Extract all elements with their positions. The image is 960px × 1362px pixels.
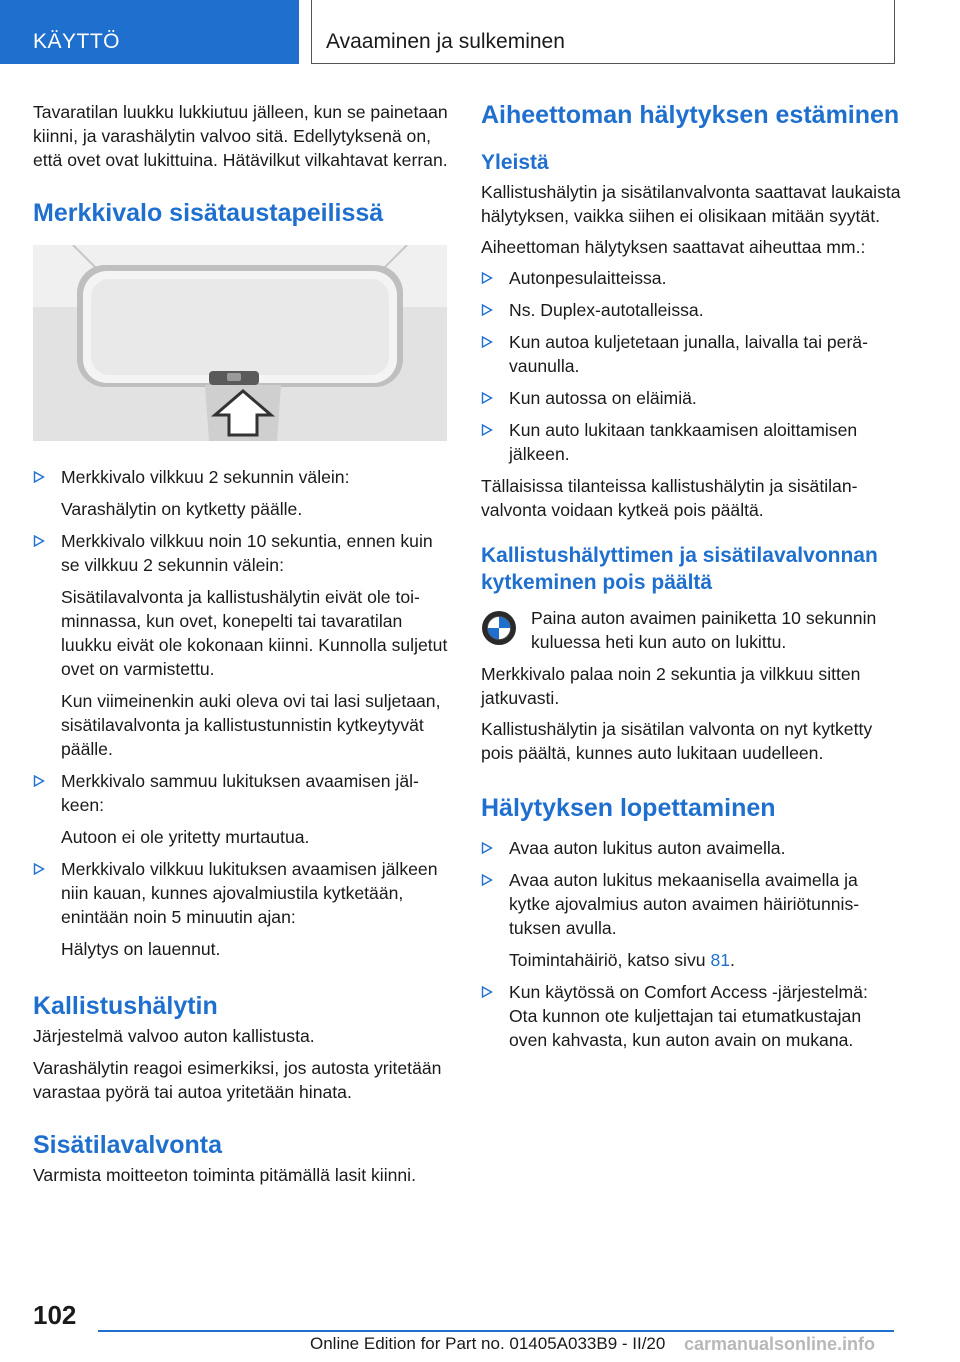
heading-general: Yleistä: [481, 151, 549, 174]
triangle-right-outline-icon: [481, 336, 493, 348]
triangle-right-outline-icon: [481, 304, 493, 316]
bullet-subtext: [509, 948, 901, 972]
list-item: [481, 980, 901, 1052]
watermark: carmanualsonline.info: [684, 1334, 876, 1354]
left-column: [33, 100, 451, 1195]
tilt-paragraph-1: Järjestelmä valvoo auton kallistusta.: [33, 1026, 315, 1046]
bullet-text: Ns. Duplex-autotalleissa.: [509, 300, 704, 320]
cross-reference-text: Toimintahäiriö, katso sivu: [509, 950, 711, 970]
bullet-text: Kun autoa kuljetetaan junalla, laivalla tai perävaunulla.: [509, 332, 868, 376]
right-column: [481, 100, 901, 1060]
footer-divider: [98, 1330, 894, 1332]
page-number: 102: [33, 1300, 77, 1330]
triangle-right-outline-icon: [33, 863, 45, 875]
list-item: [481, 330, 901, 378]
list-item: [33, 769, 451, 849]
footer-edition: Online Edition for Part no. 01405A033B9 - II/20: [310, 1334, 666, 1353]
page-link-81[interactable]: 81: [710, 950, 731, 970]
list-item: [481, 868, 901, 972]
interior-paragraph-1: Varmista moitteeton toiminta pitämällä lasit kiinni.: [33, 1165, 416, 1185]
list-item: [481, 266, 901, 290]
bullet-text: Kun autossa on eläimiä.: [509, 388, 697, 408]
bullet-subtext: Autoon ei ole yritetty murtautua.: [61, 827, 310, 847]
bullet-text: Kun auto lukitaan tankkaamisen aloittamisen jälkeen.: [509, 420, 858, 464]
key-instruction: [481, 606, 901, 654]
bullet-text: Merkkivalo sammuu lukituksen avaamisen jälkeen:: [61, 771, 419, 815]
heading-interior-monitoring: Sisätilavalvonta: [33, 1131, 222, 1159]
triangle-right-outline-icon: [481, 842, 493, 854]
triangle-right-outline-icon: [33, 775, 45, 787]
bullet-text: Merkkivalo vilkkuu 2 sekunnin välein:: [61, 467, 350, 487]
key-instruction-text: Paina auton avaimen painiketta 10 sekunnin kuluessa heti kun auto on lukittu.: [531, 608, 877, 652]
bullet-text: Kun käytössä on Comfort Access -järjestelmä: Ota kunnon ote kuljettajan tai etumatkustajan oven kahvasta, kun auton avain on mukana.: [509, 982, 868, 1050]
page-header: [0, 0, 960, 64]
rearview-mirror-illustration: [33, 245, 447, 441]
heading-indicator-light: Merkkivalo sisätaustapeilissä: [33, 199, 384, 227]
bullet-text: Autonpesulaitteissa.: [509, 268, 667, 288]
triangle-right-outline-icon: [33, 535, 45, 547]
general-paragraph-2: Aiheettoman hälytyksen saattavat aiheuttaa mm.:: [481, 237, 866, 257]
triangle-right-outline-icon: [481, 874, 493, 886]
stop-alarm-bullet-list: [481, 836, 901, 1052]
bmw-logo-icon: [481, 610, 517, 646]
triangle-right-outline-icon: [481, 986, 493, 998]
triangle-right-outline-icon: [33, 471, 45, 483]
general-paragraph-3: Tällaisissa tilanteissa kallistushälytin ja sisätilanvalvonta voidaan kytkeä pois päältä.: [481, 476, 858, 520]
triangle-right-outline-icon: [481, 424, 493, 436]
bullet-subtext: Kun viimeinenkin auki oleva ovi tai lasi suljetaan, sisätilavalvonta ja kallistustunnistin kytkeytyvät päälle.: [61, 691, 441, 759]
heading-false-alarm: Aiheettoman hälytyksen estäminen: [481, 101, 900, 129]
bullet-subtext: Sisätilavalvonta ja kallistushälytin eivät ole toiminnassa, kun ovet, konepelti tai tavaratilan luukku eivät ole kokonaan kiinni. Kunnolla suljetut ovet on varmistettu.: [61, 587, 448, 679]
bullet-text: Avaa auton lukitus auton avaimella.: [509, 838, 786, 858]
bullet-text: Avaa auton lukitus mekaanisella avaimella ja kytke ajovalmius auton avaimen häiriötunnistuksen avulla.: [509, 870, 860, 938]
indicator-bullet-list: [33, 465, 451, 961]
bullet-text: Merkkivalo vilkkuu noin 10 sekuntia, ennen kuin se vilkkuu 2 sekunnin välein:: [61, 531, 433, 575]
tilt-paragraph-2: Varashälytin reagoi esimerkiksi, jos autosta yritetään varastaa pyörä tai autoa yritetään hinata.: [33, 1058, 442, 1102]
list-item: [33, 465, 451, 521]
list-item: [481, 418, 901, 466]
section-title: Avaaminen ja sulkeminen: [311, 0, 895, 64]
heading-deactivate: Kallistushälyttimen ja sisätilavalvonnan kytkeminen pois päältä: [481, 544, 878, 594]
intro-paragraph: Tavaratilan luukku lukkiutuu jälleen, kun se painetaan kiinni, ja varashälytin valvoo sitä. Edellytyksenä on, että ovet ovat lukittuina. Hätävilkut vilkahtavat kerran.: [33, 102, 448, 170]
general-paragraph-1: Kallistushälytin ja sisätilanvalvonta saattavat laukaista hälytyksen, vaikka siihen ei olisikaan mitään syytät.: [481, 182, 901, 226]
chapter-tab[interactable]: KÄYTTÖ: [0, 0, 299, 64]
bullet-subtext: Varashälytin on kytketty päälle.: [61, 499, 303, 519]
list-item: [33, 529, 451, 761]
false-alarm-bullet-list: [481, 266, 901, 466]
triangle-right-outline-icon: [481, 272, 493, 284]
list-item: [481, 836, 901, 860]
triangle-right-outline-icon: [481, 392, 493, 404]
deactivate-paragraph-2: Kallistushälytin ja sisätilan valvonta on nyt kytketty pois päältä, kunnes auto lukitaan uudelleen.: [481, 719, 873, 763]
cross-reference-suffix: .: [730, 950, 735, 970]
list-item: [481, 298, 901, 322]
deactivate-paragraph-1: Merkkivalo palaa noin 2 sekuntia ja vilkkuu sitten jatkuvasti.: [481, 664, 861, 708]
heading-stop-alarm: Hälytyksen lopettaminen: [481, 794, 776, 822]
list-item: [481, 386, 901, 410]
bullet-subtext: Hälytys on lauennut.: [61, 939, 221, 959]
heading-tilt-alarm: Kallistushälytin: [33, 992, 218, 1020]
bullet-text: Merkkivalo vilkkuu lukituksen avaamisen jälkeen niin kauan, kunnes ajovalmiustila kytketään, enintään noin 5 minuutin ajan:: [61, 859, 438, 927]
list-item: [33, 857, 451, 961]
